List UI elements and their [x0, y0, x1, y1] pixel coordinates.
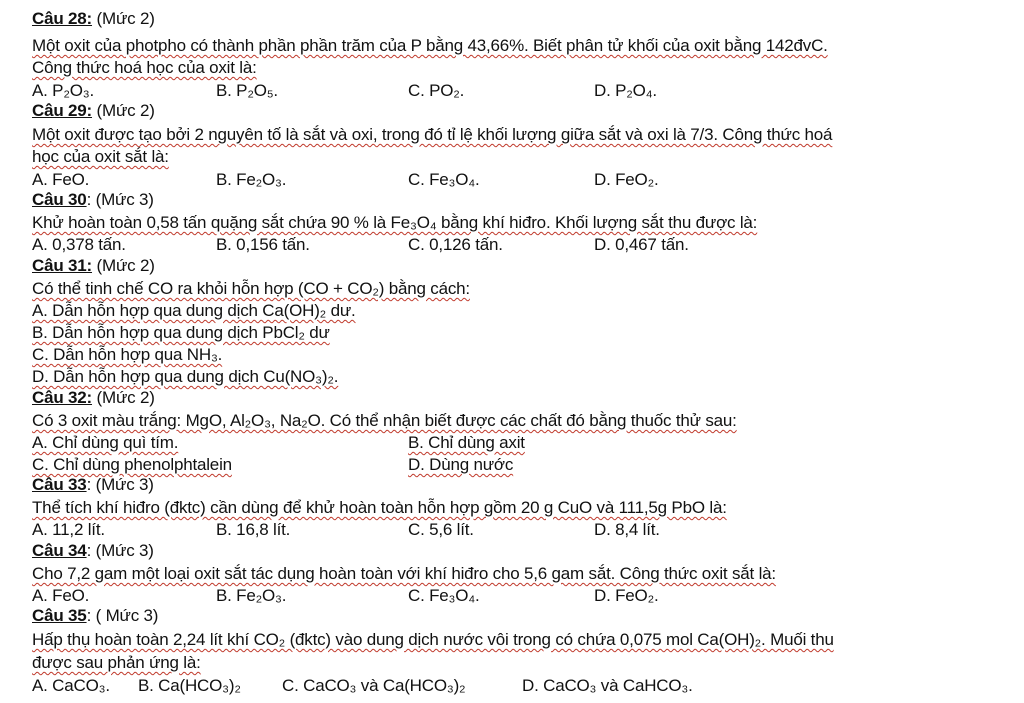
question-number: Câu 31: — [32, 256, 93, 275]
answer-option: B. Dẫn hỗn hợp qua dung dịch PbCl₂ dư — [32, 323, 330, 342]
answer-option: C. Chỉ dùng phenolphtalein — [32, 455, 232, 474]
answer-option: B. Fe₂O₃. — [216, 170, 287, 189]
question-stem: học của oxit sắt là: — [32, 147, 169, 166]
difficulty-level: : (Mức 3) — [86, 541, 154, 560]
question-header — [32, 100, 155, 122]
answer-option: A. FeO. — [32, 170, 90, 189]
answer-option: A. CaCO₃. — [32, 676, 110, 695]
answer-option: D. CaCO₃ và CaHCO₃. — [522, 676, 693, 695]
question-stem: Thể tích khí hiđro (đktc) cần dùng để khử hoàn toàn hỗn hợp gồm 20 g CuO và 111,5g PbO là: — [32, 498, 727, 517]
question-stem: Công thức hoá học của oxit là: — [32, 58, 257, 77]
difficulty-level: (Mức 2) — [96, 9, 155, 28]
answer-option: D. 0,467 tấn. — [594, 235, 689, 254]
answer-option: A. FeO. — [32, 586, 90, 605]
answer-option: A. 11,2 lít. — [32, 520, 105, 539]
question-header — [32, 605, 158, 627]
question-header — [32, 474, 154, 496]
answer-option: C. CaCO₃ và Ca(HCO₃)₂ — [282, 676, 466, 695]
question-stem: Khử hoàn toàn 0,58 tấn quặng sắt chứa 90 % là Fe₃O₄ bằng khí hiđro. Khối lượng sắt thu được là: — [32, 213, 758, 232]
answer-option: A. Dẫn hỗn hợp qua dung dịch Ca(OH)₂ dư. — [32, 301, 356, 320]
answer-option: C. 0,126 tấn. — [408, 235, 503, 254]
question-stem: Một oxit của photpho có thành phần phần trăm của P bằng 43,66%. Biết phân tử khối của oxit bằng 142đvC. — [32, 36, 828, 55]
answer-option: C. PO₂. — [408, 81, 465, 100]
answer-option: C. 5,6 lít. — [408, 520, 474, 539]
question-number: Câu 32: — [32, 388, 93, 407]
question-header — [32, 8, 155, 30]
question-stem: Một oxit được tạo bởi 2 nguyên tố là sắt và oxi, trong đó tỉ lệ khối lượng giữa sắt và oxi là 7/3. Công thức hoá — [32, 125, 833, 144]
answer-option: D. FeO₂. — [594, 586, 659, 605]
question-stem: Có 3 oxit màu trắng: MgO, Al₂O₃, Na₂O. Có thể nhận biết được các chất đó bằng thuốc thử sau: — [32, 411, 737, 430]
question-number: Câu 30 — [32, 190, 87, 209]
difficulty-level: (Mức 2) — [96, 388, 155, 407]
answer-option: B. Ca(HCO₃)₂ — [138, 676, 241, 695]
difficulty-level: (Mức 2) — [96, 101, 155, 120]
difficulty-level: : ( Mức 3) — [86, 606, 159, 625]
answer-option: B. Chỉ dùng axit — [408, 433, 525, 452]
question-stem: Có thể tinh chế CO ra khỏi hỗn hợp (CO + CO₂) bằng cách: — [32, 279, 470, 298]
question-number: Câu 34 — [32, 541, 87, 560]
answer-option: D. P₂O₄. — [594, 81, 657, 100]
question-number: Câu 29: — [32, 101, 93, 120]
difficulty-level: (Mức 2) — [96, 256, 155, 275]
question-number: Câu 33 — [32, 475, 87, 494]
question-header — [32, 255, 155, 277]
answer-option: D. 8,4 lít. — [594, 520, 660, 539]
answer-option: B. Fe₂O₃. — [216, 586, 287, 605]
question-stem: được sau phản ứng là: — [32, 653, 201, 672]
answer-option: C. Dẫn hỗn hợp qua NH₃. — [32, 345, 223, 364]
question-number: Câu 28: — [32, 9, 93, 28]
question-header — [32, 189, 154, 211]
answer-option: B. 16,8 lít. — [216, 520, 291, 539]
difficulty-level: : (Mức 3) — [86, 475, 154, 494]
question-stem: Cho 7,2 gam một loại oxit sắt tác dụng hoàn toàn với khí hiđro cho 5,6 gam sắt. Công thức oxit sắt là: — [32, 564, 776, 583]
answer-option: A. P₂O₃. — [32, 81, 94, 100]
answer-option: B. P₂O₅. — [216, 81, 278, 100]
question-header — [32, 387, 155, 409]
difficulty-level: : (Mức 3) — [86, 190, 154, 209]
answer-option: C. Fe₃O₄. — [408, 170, 480, 189]
answer-option: D. Dùng nước — [408, 455, 514, 474]
answer-option: B. 0,156 tấn. — [216, 235, 310, 254]
question-header — [32, 540, 154, 562]
answer-option: D. FeO₂. — [594, 170, 659, 189]
answer-option: C. Fe₃O₄. — [408, 586, 480, 605]
question-number: Câu 35 — [32, 606, 87, 625]
answer-option: A. 0,378 tấn. — [32, 235, 126, 254]
answer-option: A. Chỉ dùng quì tím. — [32, 433, 179, 452]
question-stem: Hấp thụ hoàn toàn 2,24 lít khí CO₂ (đktc) vào dung dịch nước vôi trong có chứa 0,075 mol Ca(OH)₂. Muối thu — [32, 630, 834, 649]
answer-option: D. Dẫn hỗn hợp qua dung dịch Cu(NO₃)₂. — [32, 367, 339, 386]
